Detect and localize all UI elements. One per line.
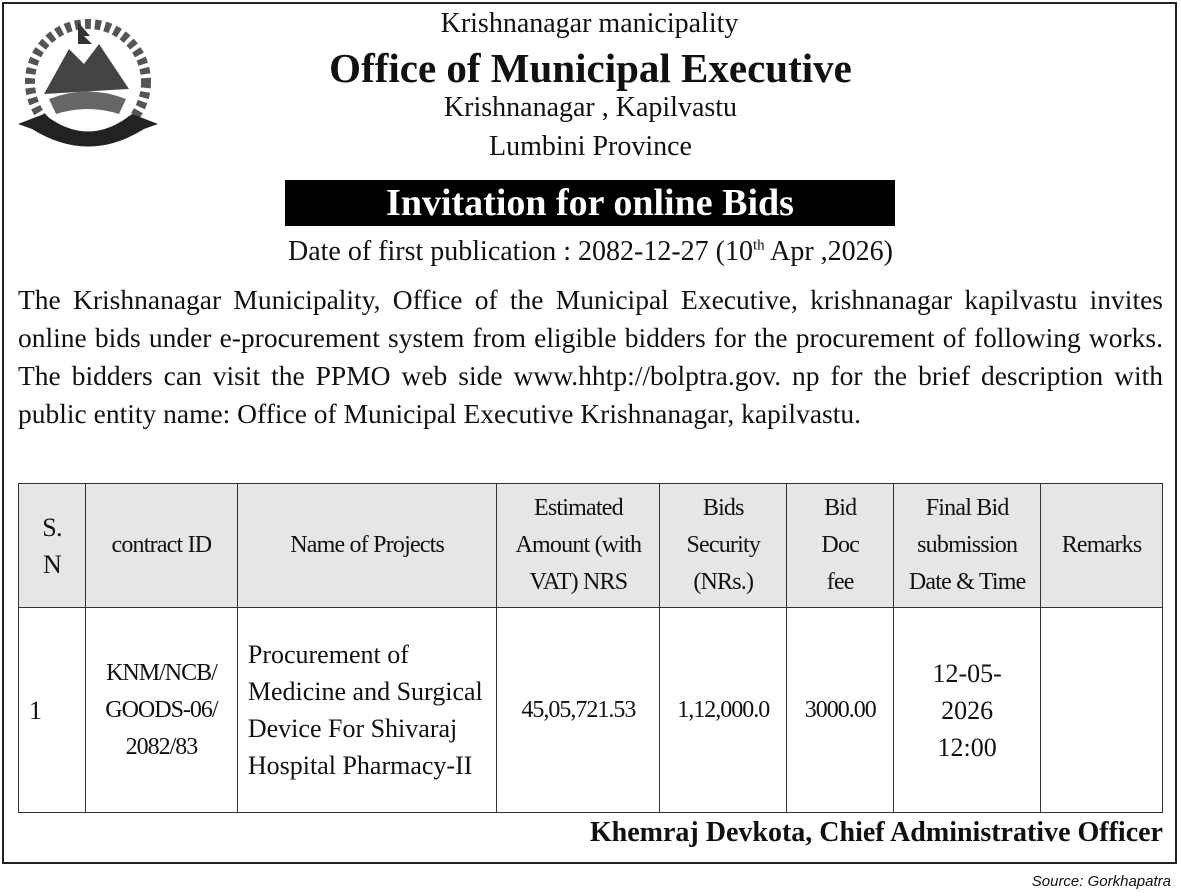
publication-sup: th bbox=[753, 237, 765, 254]
bids-table bbox=[18, 483, 1163, 813]
municipality-name: Krishnanagar manicipality bbox=[440, 8, 739, 39]
header-amount: Estimated Amount (with VAT) NRS bbox=[497, 484, 660, 608]
notice-banner: Invitation for online Bids bbox=[285, 180, 895, 226]
cell-amount: 45,05,721.53 bbox=[497, 608, 660, 813]
header-project: Name of Projects bbox=[237, 484, 497, 608]
header-doc-fee: Bid Doc fee bbox=[787, 484, 894, 608]
cell-deadline: 12-05- 2026 12:00 bbox=[894, 608, 1041, 813]
source-credit: Source: Gorkhapatra bbox=[1031, 873, 1171, 890]
publication-rest: Apr ,2026) bbox=[764, 236, 893, 267]
cell-contract-id: KNM/NCB/ GOODS-06/ 2082/83 bbox=[85, 608, 237, 813]
header-remarks: Remarks bbox=[1041, 484, 1163, 608]
cell-doc-fee: 3000.00 bbox=[787, 608, 894, 813]
cell-project: Procurement of Medicine and Surgical Device For Shivaraj Hospital Pharmacy-II bbox=[237, 608, 497, 813]
office-address: Krishnanagar , Kapilvastu bbox=[443, 92, 738, 123]
header-sn: S. N bbox=[19, 484, 86, 608]
header-security: Bids Security (NRs.) bbox=[660, 484, 787, 608]
office-title: Office of Municipal Executive bbox=[329, 45, 852, 91]
header-deadline: Final Bid submission Date & Time bbox=[894, 484, 1041, 608]
table-row bbox=[19, 608, 1163, 813]
signature: Khemraj Devkota, Chief Administrative Officer bbox=[589, 817, 1163, 848]
notice-body: The Krishnanagar Municipality, Office of the Municipal Executive, krishnanagar kapilvastu invites online bids under e-procurement system from eligible bidders for the procurement of following works. The bidders can visit the PPMO web side www.hhtp://bolptra.gov. np for the brief description with public entity name: Office of Municipal Executive Krishnanagar, kapilvastu. bbox=[18, 284, 1163, 429]
publication-date bbox=[0, 236, 1181, 268]
header-contract-id: contract ID bbox=[85, 484, 237, 608]
cell-sn: 1 bbox=[19, 608, 86, 813]
publication-label: Date of first publication : 2082-12-27 (10 bbox=[287, 236, 753, 267]
province: Lumbini Province bbox=[489, 131, 692, 162]
cell-security: 1,12,000.0 bbox=[660, 608, 787, 813]
cell-remarks bbox=[1041, 608, 1163, 813]
table-header-row bbox=[19, 484, 1163, 608]
